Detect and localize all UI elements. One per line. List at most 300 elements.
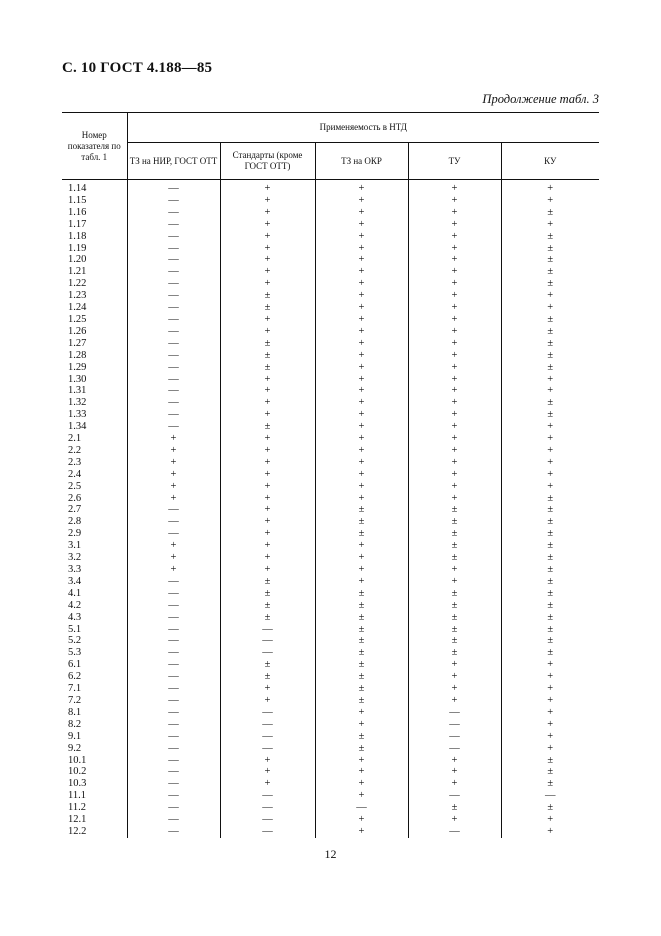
indicator-number-cell: 1.25 xyxy=(62,314,127,326)
table-row xyxy=(62,409,599,421)
standards-cell: — xyxy=(220,635,315,647)
table-row xyxy=(62,707,599,719)
indicator-number-cell: 2.1 xyxy=(62,433,127,445)
tz-nir-cell: — xyxy=(127,528,220,540)
indicator-number-cell: 1.34 xyxy=(62,421,127,433)
standards-cell: + xyxy=(220,374,315,386)
standards-cell: + xyxy=(220,683,315,695)
ku-cell: ± xyxy=(547,575,554,587)
tz-okr-cell: + xyxy=(315,790,408,802)
indicator-number-cell: 10.3 xyxy=(62,778,127,790)
tu-cell: + xyxy=(408,231,501,243)
ku-cell: + xyxy=(547,183,554,194)
table-row xyxy=(62,278,599,290)
table-row xyxy=(62,814,599,826)
tz-okr-cell: + xyxy=(315,207,408,219)
ku-cell: + xyxy=(547,385,554,397)
standards-cell: + xyxy=(220,481,315,493)
standards-cell: + xyxy=(220,266,315,278)
ku-cell: + xyxy=(547,706,554,718)
tz-nir-cell: — xyxy=(127,588,220,600)
standards-cell: ± xyxy=(220,338,315,350)
indicator-number-cell: 1.18 xyxy=(62,231,127,243)
tu-cell: + xyxy=(408,766,501,778)
tz-nir-cell: — xyxy=(127,219,220,231)
standards-cell: ± xyxy=(220,659,315,671)
tz-okr-cell: + xyxy=(315,826,408,838)
standards-cell: ± xyxy=(220,362,315,374)
document-header: С. 10 ГОСТ 4.188—85 xyxy=(62,60,213,76)
ku-cell: + xyxy=(547,468,554,480)
ku-cell: ± xyxy=(547,599,554,611)
tz-nir-cell: — xyxy=(127,743,220,755)
tz-okr-cell: + xyxy=(315,231,408,243)
ku-cell: + xyxy=(547,659,554,671)
table-row xyxy=(62,457,599,469)
standards-cell: + xyxy=(220,385,315,397)
indicator-number-cell: 1.22 xyxy=(62,278,127,290)
tu-cell: + xyxy=(408,564,501,576)
indicator-number-cell: 3.2 xyxy=(62,552,127,564)
tu-cell: ± xyxy=(408,540,501,552)
tz-nir-cell: — xyxy=(127,302,220,314)
ku-cell: ± xyxy=(547,802,554,814)
ku-cell: + xyxy=(547,433,554,445)
tz-okr-cell: + xyxy=(315,338,408,350)
standards-cell: — xyxy=(220,731,315,743)
tu-cell: + xyxy=(408,576,501,588)
standards-cell: + xyxy=(220,504,315,516)
ku-cell: ± xyxy=(547,254,554,266)
indicator-number-cell: 10.1 xyxy=(62,755,127,767)
tz-nir-cell: + xyxy=(127,469,220,481)
tu-cell: + xyxy=(408,409,501,421)
standards-cell: — xyxy=(220,814,315,826)
tu-cell: + xyxy=(408,350,501,362)
indicator-number-cell: 9.2 xyxy=(62,743,127,755)
indicator-number-cell: 1.20 xyxy=(62,254,127,266)
tz-okr-cell: + xyxy=(315,266,408,278)
standards-cell: + xyxy=(220,445,315,457)
tz-nir-cell: — xyxy=(127,695,220,707)
table-row xyxy=(62,397,599,409)
tu-cell: ± xyxy=(408,647,501,659)
tz-nir-cell: — xyxy=(127,397,220,409)
tu-cell: + xyxy=(408,469,501,481)
ku-cell: ± xyxy=(547,647,554,659)
tu-cell: ± xyxy=(408,516,501,528)
table-row xyxy=(62,385,599,397)
tz-nir-cell: — xyxy=(127,766,220,778)
tu-cell: + xyxy=(408,695,501,707)
tz-nir-cell: — xyxy=(127,243,220,255)
standards-cell: — xyxy=(220,826,315,838)
tu-cell: + xyxy=(408,445,501,457)
table-row xyxy=(62,180,599,195)
table-row xyxy=(62,326,599,338)
indicator-number-cell: 1.29 xyxy=(62,362,127,374)
table-row xyxy=(62,350,599,362)
standards-cell: + xyxy=(220,516,315,528)
tu-cell: + xyxy=(408,457,501,469)
standards-cell: + xyxy=(220,778,315,790)
ku-cell: ± xyxy=(547,492,554,504)
table-row xyxy=(62,826,599,838)
indicator-number-cell: 1.30 xyxy=(62,374,127,386)
tz-nir-cell: — xyxy=(127,683,220,695)
tz-nir-cell: — xyxy=(127,326,220,338)
tz-okr-cell: + xyxy=(315,707,408,719)
tz-nir-cell: — xyxy=(127,802,220,814)
tz-okr-cell: + xyxy=(315,552,408,564)
indicator-number-cell: 1.19 xyxy=(62,243,127,255)
standards-cell: + xyxy=(220,552,315,564)
tz-okr-cell: + xyxy=(315,314,408,326)
tu-cell: + xyxy=(408,314,501,326)
indicator-number-cell: 1.27 xyxy=(62,338,127,350)
table-row xyxy=(62,766,599,778)
table-row xyxy=(62,540,599,552)
ku-cell: + xyxy=(547,742,554,754)
table-row xyxy=(62,528,599,540)
standards-cell: + xyxy=(220,314,315,326)
indicator-number-cell: 3.4 xyxy=(62,576,127,588)
ku-cell: ± xyxy=(547,516,554,528)
indicator-number-cell: 2.7 xyxy=(62,504,127,516)
ku-cell: ± xyxy=(547,766,554,778)
tu-cell: + xyxy=(408,659,501,671)
table-row xyxy=(62,266,599,278)
tu-cell: + xyxy=(408,814,501,826)
standards-cell: + xyxy=(220,457,315,469)
ku-cell: + xyxy=(547,671,554,683)
tu-cell: ± xyxy=(408,504,501,516)
standards-cell: + xyxy=(220,243,315,255)
ku-cell: ± xyxy=(547,587,554,599)
tz-nir-cell: + xyxy=(127,433,220,445)
column-header-standards: Стандарты (кроме ГОСТ ОТТ) xyxy=(220,143,315,180)
tu-cell: + xyxy=(408,254,501,266)
tz-okr-cell: + xyxy=(315,540,408,552)
tu-cell: + xyxy=(408,326,501,338)
indicator-number-cell: 1.23 xyxy=(62,290,127,302)
ku-cell: ± xyxy=(547,552,554,564)
tz-nir-cell: — xyxy=(127,624,220,636)
tz-nir-cell: — xyxy=(127,826,220,838)
standards-cell: ± xyxy=(220,576,315,588)
table-row xyxy=(62,481,599,493)
indicator-number-cell: 5.3 xyxy=(62,647,127,659)
indicator-number-cell: 6.1 xyxy=(62,659,127,671)
standards-cell: + xyxy=(220,766,315,778)
ku-cell: — xyxy=(545,790,556,802)
table-row xyxy=(62,469,599,481)
ku-cell: + xyxy=(547,718,554,730)
tu-cell: ± xyxy=(408,528,501,540)
tz-nir-cell: — xyxy=(127,612,220,624)
tz-nir-cell: — xyxy=(127,814,220,826)
tz-okr-cell: ± xyxy=(315,695,408,707)
table-row xyxy=(62,802,599,814)
page-number: 12 xyxy=(324,847,337,861)
table-row xyxy=(62,433,599,445)
indicator-number-cell: 7.1 xyxy=(62,683,127,695)
table-row xyxy=(62,338,599,350)
table-row xyxy=(62,219,599,231)
tu-cell: — xyxy=(408,719,501,731)
standards-cell: + xyxy=(220,180,315,195)
tz-okr-cell: + xyxy=(315,481,408,493)
indicator-number-cell: 1.21 xyxy=(62,266,127,278)
tz-nir-cell: — xyxy=(127,600,220,612)
ku-cell: + xyxy=(547,373,554,385)
ku-cell: ± xyxy=(547,278,554,290)
tu-cell: + xyxy=(408,278,501,290)
tz-nir-cell: + xyxy=(127,564,220,576)
ku-cell: + xyxy=(547,825,554,837)
tz-okr-cell: + xyxy=(315,362,408,374)
column-header-tz-nir: ТЗ на НИР, ГОСТ ОТТ xyxy=(127,143,220,180)
ku-cell: ± xyxy=(547,313,554,325)
indicator-number-cell: 3.1 xyxy=(62,540,127,552)
column-header-tz-okr: ТЗ на ОКР xyxy=(315,143,408,180)
standards-cell: + xyxy=(220,397,315,409)
indicator-number-cell: 1.28 xyxy=(62,350,127,362)
tz-okr-cell: ± xyxy=(315,612,408,624)
tz-okr-cell: + xyxy=(315,766,408,778)
tz-okr-cell: + xyxy=(315,778,408,790)
indicator-number-cell: 1.31 xyxy=(62,385,127,397)
tz-okr-cell: + xyxy=(315,457,408,469)
indicator-number-cell: 1.32 xyxy=(62,397,127,409)
table-row xyxy=(62,445,599,457)
table-row xyxy=(62,743,599,755)
tu-cell: + xyxy=(408,755,501,767)
tz-okr-cell: + xyxy=(315,469,408,481)
tz-nir-cell: — xyxy=(127,421,220,433)
tu-cell: ± xyxy=(408,552,501,564)
applicability-group-header: Применяемость в НТД xyxy=(127,113,599,143)
tz-okr-cell: ± xyxy=(315,743,408,755)
tz-nir-cell: — xyxy=(127,338,220,350)
tu-cell: ± xyxy=(408,612,501,624)
ku-cell: + xyxy=(547,730,554,742)
indicator-number-cell: 1.33 xyxy=(62,409,127,421)
tu-cell: + xyxy=(408,671,501,683)
tz-okr-cell: + xyxy=(315,243,408,255)
standards-cell: + xyxy=(220,195,315,207)
table-row xyxy=(62,755,599,767)
tz-okr-cell: ± xyxy=(315,683,408,695)
indicator-number-header: Номер показателя по табл. 1 xyxy=(62,113,127,180)
indicator-number-cell: 10.2 xyxy=(62,766,127,778)
tz-nir-cell: — xyxy=(127,362,220,374)
ku-cell: + xyxy=(547,694,554,706)
table-row xyxy=(62,731,599,743)
standards-cell: + xyxy=(220,528,315,540)
tu-cell: + xyxy=(408,266,501,278)
ku-cell: + xyxy=(547,421,554,433)
standards-cell: + xyxy=(220,695,315,707)
tz-okr-cell: + xyxy=(315,445,408,457)
tz-okr-cell: ± xyxy=(315,671,408,683)
ku-cell: ± xyxy=(547,349,554,361)
tu-cell: + xyxy=(408,290,501,302)
tz-nir-cell: — xyxy=(127,266,220,278)
ku-cell: ± xyxy=(547,242,554,254)
tz-okr-cell: ± xyxy=(315,659,408,671)
ku-cell: + xyxy=(547,444,554,456)
tu-cell: ± xyxy=(408,624,501,636)
indicator-number-cell: 1.26 xyxy=(62,326,127,338)
standards-cell: — xyxy=(220,719,315,731)
indicator-number-cell: 1.17 xyxy=(62,219,127,231)
column-header-tu: ТУ xyxy=(408,143,501,180)
tu-cell: + xyxy=(408,302,501,314)
standards-cell: + xyxy=(220,409,315,421)
table-row xyxy=(62,790,599,802)
tu-cell: ± xyxy=(408,635,501,647)
standards-cell: — xyxy=(220,790,315,802)
ku-cell: ± xyxy=(547,778,554,790)
indicator-number-cell: 6.2 xyxy=(62,671,127,683)
standards-cell: + xyxy=(220,326,315,338)
tz-nir-cell: — xyxy=(127,516,220,528)
indicator-number-cell: 4.3 xyxy=(62,612,127,624)
tz-okr-cell: + xyxy=(315,409,408,421)
indicator-number-cell: 1.15 xyxy=(62,195,127,207)
standards-cell: + xyxy=(220,433,315,445)
tz-nir-cell: — xyxy=(127,350,220,362)
standards-cell: + xyxy=(220,493,315,505)
ku-cell: ± xyxy=(547,206,554,218)
ku-cell: ± xyxy=(547,528,554,540)
tz-okr-cell: ± xyxy=(315,635,408,647)
tz-okr-cell: ± xyxy=(315,600,408,612)
table-row xyxy=(62,195,599,207)
table-row xyxy=(62,671,599,683)
tz-nir-cell: — xyxy=(127,719,220,731)
applicability-table xyxy=(62,112,599,838)
tu-cell: + xyxy=(408,493,501,505)
tu-cell: + xyxy=(408,243,501,255)
ku-cell: ± xyxy=(547,337,554,349)
ku-cell: ± xyxy=(547,409,554,421)
tz-okr-cell: + xyxy=(315,374,408,386)
tz-okr-cell: — xyxy=(315,802,408,814)
table-row xyxy=(62,493,599,505)
standards-cell: — xyxy=(220,647,315,659)
tz-okr-cell: + xyxy=(315,180,408,195)
ku-cell: ± xyxy=(547,611,554,623)
tz-okr-cell: + xyxy=(315,278,408,290)
standards-cell: + xyxy=(220,219,315,231)
tz-nir-cell: — xyxy=(127,755,220,767)
tz-nir-cell: — xyxy=(127,374,220,386)
tz-nir-cell: + xyxy=(127,457,220,469)
tu-cell: + xyxy=(408,219,501,231)
table-row xyxy=(62,612,599,624)
tu-cell: + xyxy=(408,397,501,409)
tz-nir-cell: + xyxy=(127,540,220,552)
tz-okr-cell: ± xyxy=(315,624,408,636)
table-row xyxy=(62,243,599,255)
tz-nir-cell: — xyxy=(127,409,220,421)
indicator-number-cell: 2.4 xyxy=(62,469,127,481)
indicator-number-cell: 9.1 xyxy=(62,731,127,743)
ku-cell: + xyxy=(547,814,554,826)
tz-okr-cell: + xyxy=(315,576,408,588)
table-row xyxy=(62,659,599,671)
standards-cell: ± xyxy=(220,600,315,612)
tu-cell: + xyxy=(408,433,501,445)
standards-cell: — xyxy=(220,707,315,719)
ku-cell: ± xyxy=(547,540,554,552)
indicator-number-cell: 4.2 xyxy=(62,600,127,612)
indicator-number-cell: 11.1 xyxy=(62,790,127,802)
ku-cell: ± xyxy=(547,397,554,409)
tz-okr-cell: + xyxy=(315,433,408,445)
standards-cell: ± xyxy=(220,290,315,302)
tz-okr-cell: ± xyxy=(315,516,408,528)
tu-cell: + xyxy=(408,778,501,790)
tz-okr-cell: + xyxy=(315,493,408,505)
tu-cell: + xyxy=(408,338,501,350)
tz-okr-cell: + xyxy=(315,564,408,576)
ku-cell: ± xyxy=(547,361,554,373)
standards-cell: — xyxy=(220,624,315,636)
tz-nir-cell: — xyxy=(127,254,220,266)
standards-cell: — xyxy=(220,802,315,814)
tz-okr-cell: ± xyxy=(315,528,408,540)
indicator-number-cell: 8.1 xyxy=(62,707,127,719)
tz-okr-cell: + xyxy=(315,254,408,266)
ku-cell: ± xyxy=(547,754,554,766)
tz-nir-cell: — xyxy=(127,778,220,790)
tz-nir-cell: — xyxy=(127,231,220,243)
tu-cell: + xyxy=(408,362,501,374)
standards-cell: ± xyxy=(220,421,315,433)
tu-cell: + xyxy=(408,385,501,397)
tu-cell: + xyxy=(408,481,501,493)
ku-cell: + xyxy=(547,302,554,314)
indicator-number-cell: 2.6 xyxy=(62,493,127,505)
tz-nir-cell: — xyxy=(127,707,220,719)
table-row xyxy=(62,778,599,790)
table-row xyxy=(62,683,599,695)
standards-cell: ± xyxy=(220,588,315,600)
tz-okr-cell: + xyxy=(315,326,408,338)
ku-cell: + xyxy=(547,290,554,302)
tz-nir-cell: + xyxy=(127,552,220,564)
tz-nir-cell: — xyxy=(127,635,220,647)
tz-okr-cell: + xyxy=(315,755,408,767)
tu-cell: — xyxy=(408,790,501,802)
standards-cell: + xyxy=(220,540,315,552)
tu-cell: — xyxy=(408,731,501,743)
tz-nir-cell: — xyxy=(127,290,220,302)
tz-nir-cell: — xyxy=(127,207,220,219)
standards-cell: ± xyxy=(220,671,315,683)
ku-cell: + xyxy=(547,194,554,206)
indicator-number-cell: 5.2 xyxy=(62,635,127,647)
standards-cell: + xyxy=(220,564,315,576)
tu-cell: + xyxy=(408,683,501,695)
table-row xyxy=(62,600,599,612)
ku-cell: ± xyxy=(547,623,554,635)
table-row xyxy=(62,374,599,386)
tz-okr-cell: + xyxy=(315,421,408,433)
